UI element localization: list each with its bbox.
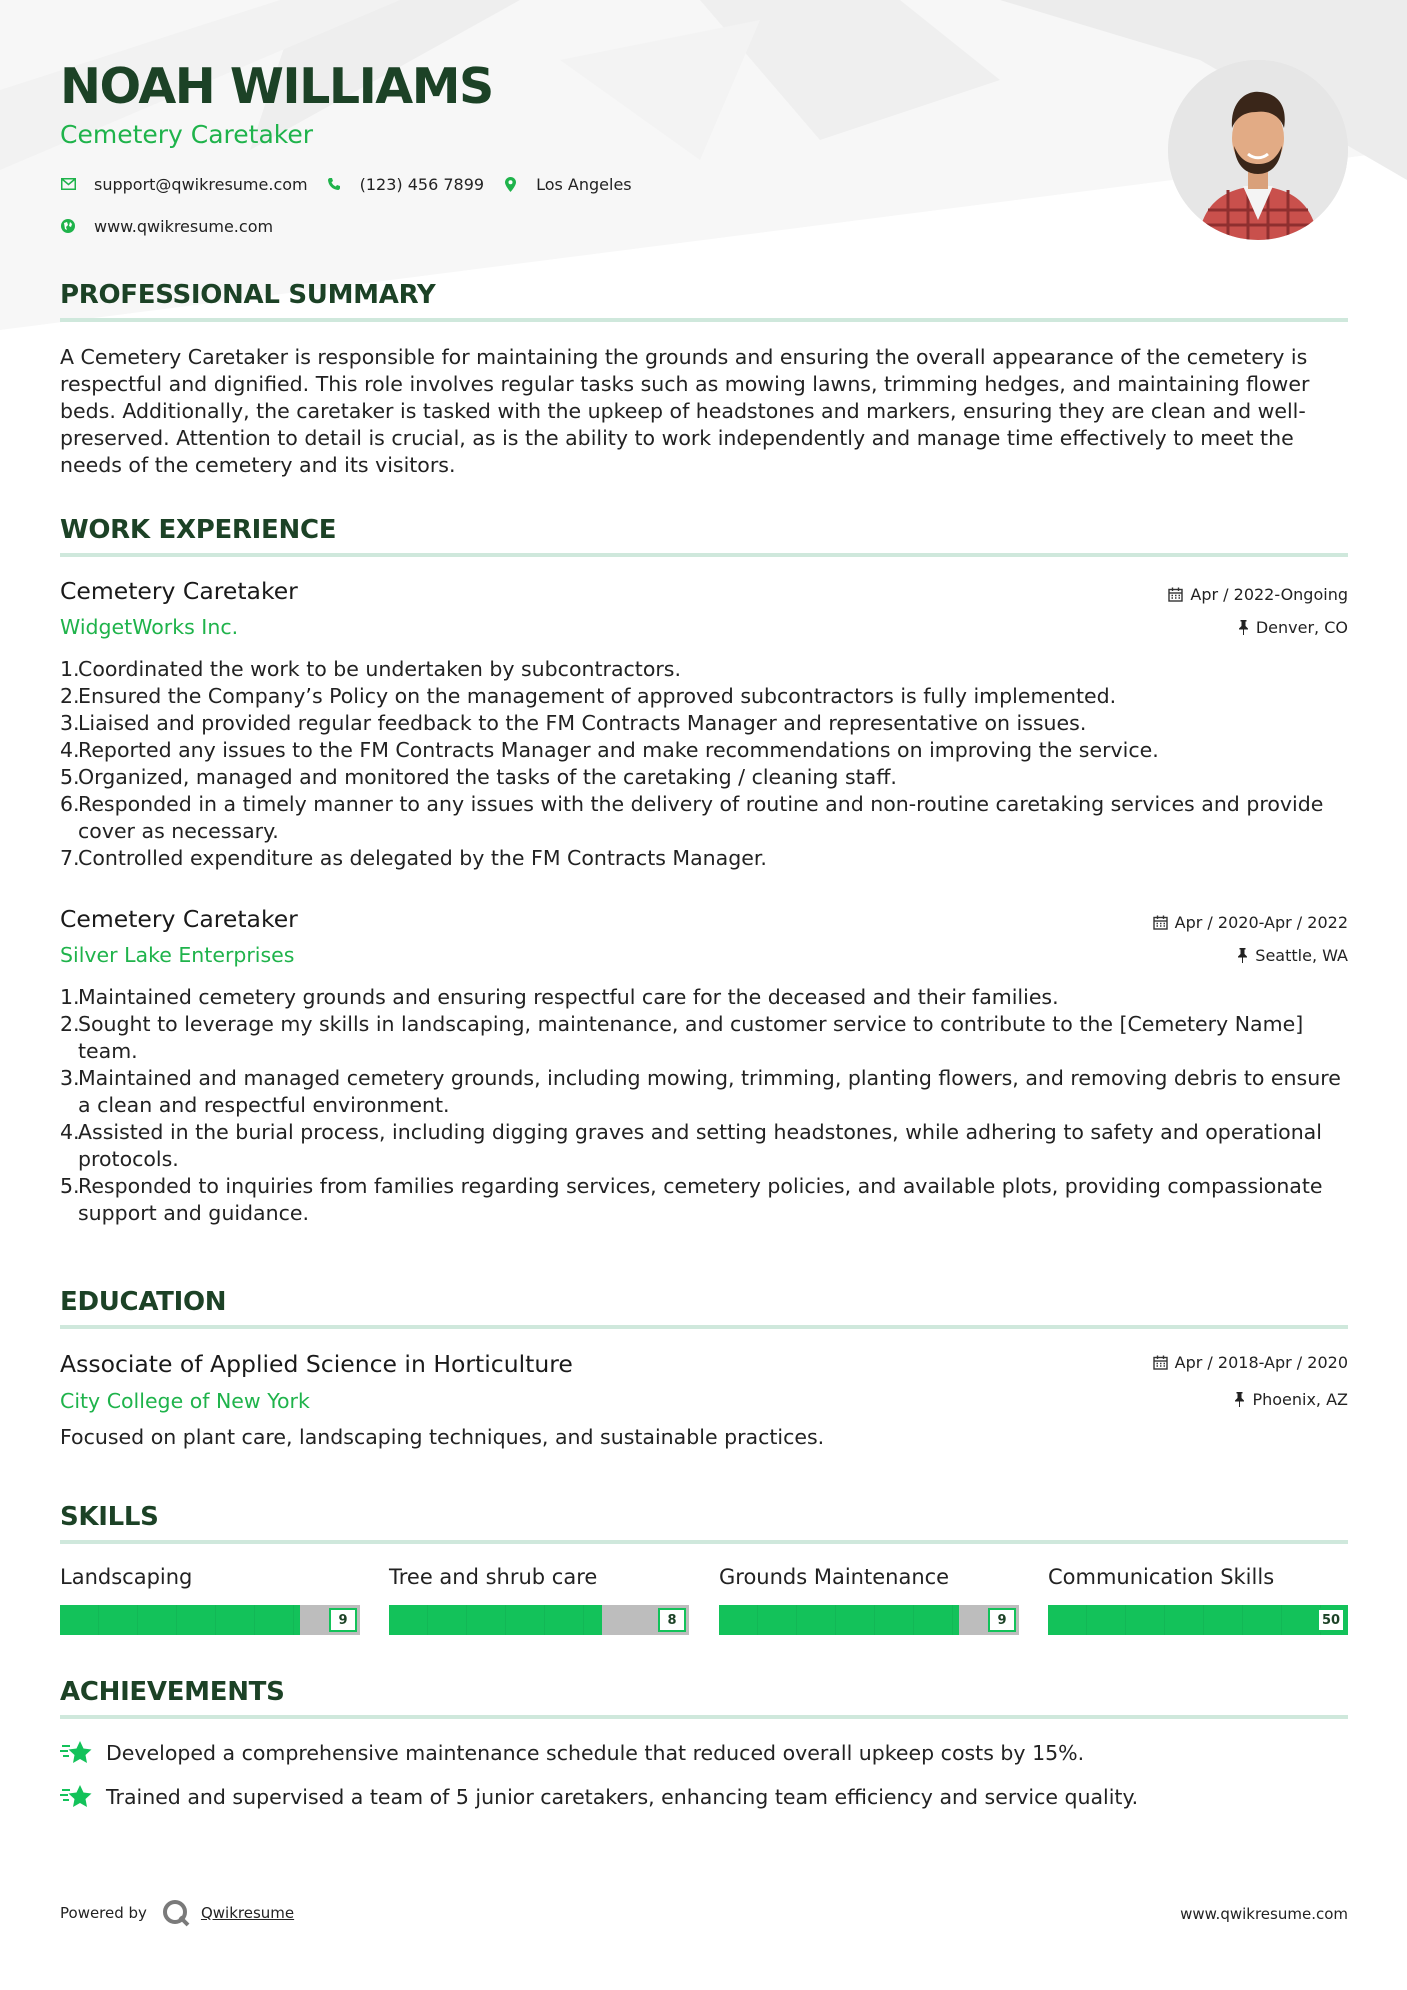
job-location	[1237, 946, 1348, 965]
job-location-text: Denver, CO	[1255, 618, 1348, 637]
summary-text: A Cemetery Caretaker is responsible for maintaining the grounds and ensuring the overall appearance of the cemetery is respectful and dignified. This role involves regular tasks such as mowing lawns, trimming hedges, and maintaining flower beds. Additionally, the caretaker is tasked with the upkeep of headstones and markers, ensuring they are clean and well-preserved. Attention to detail is crucial, as is the ability to work independently and manage time effectively to meet the needs of the cemetery and its visitors.	[60, 345, 1310, 477]
profile-photo	[1168, 60, 1348, 240]
list-item: 3. Maintained and managed cemetery grounds, including mowing, trimming, planting flowers, and removing debris to ensure a clean and respectful environment.	[60, 1066, 1341, 1117]
footer-powered-by	[60, 1898, 294, 1928]
pushpin-icon	[1237, 948, 1248, 963]
list-item: 6. Responded in a timely manner to any issues with the delivery of routine and non-routine caretaking services and provide cover as necessary.	[60, 792, 1324, 843]
education-heading: EDUCATION	[60, 1287, 1348, 1329]
skill-landscaping	[60, 1565, 360, 1635]
list-item: 1. Maintained cemetery grounds and ensuring respectful care for the deceased and their families.	[60, 985, 1059, 1009]
list-item: 5. Organized, managed and monitored the tasks of the caretaking / cleaning staff.	[60, 765, 897, 789]
list-item: 4. Reported any issues to the FM Contracts Manager and make recommendations on improving the service.	[60, 738, 1159, 762]
achievement-text: Trained and supervised a team of 5 junior caretakers, enhancing team efficiency and service quality.	[106, 1785, 1139, 1809]
education-dates	[1153, 1353, 1348, 1372]
location-text: Los Angeles	[536, 174, 632, 194]
footer-website[interactable]: www.qwikresume.com	[1180, 1905, 1348, 1923]
qwikresume-link[interactable]: Qwikresume	[200, 1904, 295, 1922]
job-location-text: Seattle, WA	[1255, 946, 1348, 965]
job-dates	[1168, 585, 1348, 604]
list-item: 7. Controlled expenditure as delegated by the FM Contracts Manager.	[60, 846, 767, 870]
calendar-icon	[1153, 1355, 1168, 1370]
skill-level-badge: 8	[658, 1608, 686, 1632]
star-icon	[60, 1740, 94, 1766]
job-dates-text: Apr / 2022-Ongoing	[1190, 585, 1348, 604]
list-item: 3. Liaised and provided regular feedback to the FM Contracts Manager and representative on issues.	[60, 711, 1087, 735]
skill-level-badge: 50	[1317, 1608, 1345, 1632]
candidate-title: Cemetery Caretaker	[60, 120, 314, 149]
education-description: Focused on plant care, landscaping techniques, and sustainable practices.	[60, 1425, 825, 1449]
skill-bar-fill	[60, 1605, 300, 1635]
job-title: Cemetery Caretaker	[60, 577, 298, 605]
education-location	[1234, 1390, 1348, 1409]
skill-level-badge: 9	[988, 1608, 1016, 1632]
education-dates-text: Apr / 2018-Apr / 2020	[1174, 1353, 1348, 1372]
skill-grounds-maintenance	[719, 1565, 1019, 1635]
list-item: 1. Coordinated the work to be undertaken by subcontractors.	[60, 657, 681, 681]
skill-bar	[719, 1605, 1019, 1635]
achievement-item	[60, 1740, 1084, 1766]
star-icon	[60, 1784, 94, 1810]
qwikresume-logo-icon	[161, 1898, 191, 1928]
skill-bar	[389, 1605, 689, 1635]
website-row	[60, 214, 291, 238]
achievement-text: Developed a comprehensive maintenance schedule that reduced overall upkeep costs by 15%.	[106, 1741, 1085, 1765]
envelope-icon	[60, 176, 76, 192]
phone-text: (123) 456 7899	[359, 174, 485, 194]
skill-communication	[1048, 1565, 1348, 1635]
skill-name: Grounds Maintenance	[719, 1565, 950, 1589]
contact-location	[502, 175, 632, 194]
summary-heading: PROFESSIONAL SUMMARY	[60, 280, 1348, 322]
skill-level-badge: 9	[329, 1608, 357, 1632]
list-item: 5. Responded to inquiries from families regarding services, cemetery policies, and available plots, providing compassionate support and guidance.	[60, 1174, 1323, 1225]
globe-icon	[60, 218, 76, 234]
skill-bar-fill	[719, 1605, 959, 1635]
job-title: Cemetery Caretaker	[60, 905, 298, 933]
job-responsibilities	[60, 656, 1348, 872]
skill-bar-fill	[1048, 1605, 1348, 1635]
skill-name: Communication Skills	[1048, 1565, 1275, 1589]
achievement-item	[60, 1784, 1138, 1810]
skill-bar	[60, 1605, 360, 1635]
achievements-heading: ACHIEVEMENTS	[60, 1677, 1348, 1719]
skill-bar-fill	[389, 1605, 602, 1635]
powered-by-label: Powered by	[60, 1904, 147, 1922]
school-name: City College of New York	[60, 1389, 310, 1413]
contact-email[interactable]	[60, 175, 308, 194]
skill-name: Landscaping	[60, 1565, 193, 1589]
calendar-icon	[1168, 587, 1183, 602]
contact-website[interactable]	[60, 217, 273, 236]
website-text: www.qwikresume.com	[94, 216, 274, 236]
job-company: Silver Lake Enterprises	[60, 943, 295, 967]
list-item: 4. Assisted in the burial process, including digging graves and setting headstones, while adhering to safety and operational protocols.	[60, 1120, 1322, 1171]
contact-row	[60, 172, 650, 196]
skill-name: Tree and shrub care	[389, 1565, 598, 1589]
list-item: 2. Ensured the Company’s Policy on the management of approved subcontractors is fully implemented.	[60, 684, 1117, 708]
job-location	[1238, 618, 1348, 637]
job-dates	[1153, 913, 1348, 932]
pushpin-icon	[1234, 1392, 1245, 1407]
education-location-text: Phoenix, AZ	[1252, 1390, 1348, 1409]
experience-heading: WORK EXPERIENCE	[60, 515, 1348, 557]
calendar-icon	[1153, 915, 1168, 930]
degree-title: Associate of Applied Science in Horticulture	[60, 1350, 573, 1378]
job-responsibilities	[60, 984, 1348, 1227]
map-pin-icon	[502, 176, 518, 192]
pushpin-icon	[1238, 620, 1249, 635]
phone-icon	[326, 176, 342, 192]
contact-phone[interactable]	[326, 175, 484, 194]
list-item: 2. Sought to leverage my skills in landscaping, maintenance, and customer service to contribute to the [Cemetery Name] team.	[60, 1012, 1304, 1063]
skill-tree-shrub-care	[389, 1565, 689, 1635]
email-text: support@qwikresume.com	[94, 174, 308, 194]
skills-heading: SKILLS	[60, 1502, 1348, 1544]
job-company: WidgetWorks Inc.	[60, 615, 239, 639]
skill-bar	[1048, 1605, 1348, 1635]
job-dates-text: Apr / 2020-Apr / 2022	[1174, 913, 1348, 932]
candidate-name: NOAH WILLIAMS	[60, 58, 493, 115]
